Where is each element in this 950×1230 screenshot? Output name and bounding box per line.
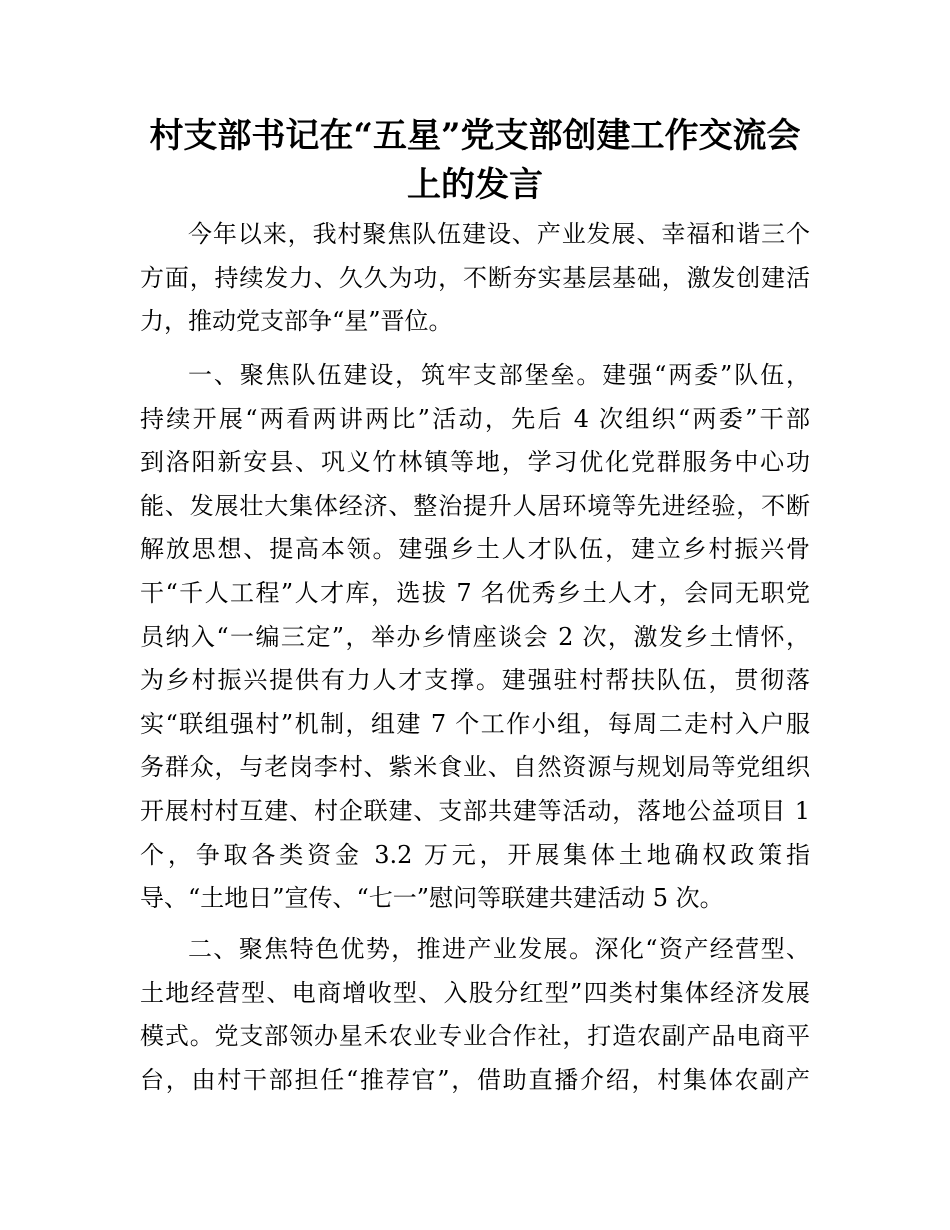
paragraph-team-building	[140, 354, 810, 921]
paragraph-line: 到洛阳新安县、巩义竹林镇等地，学习优化党群服务中心功	[140, 448, 810, 477]
paragraph-line: 务群众，与老岗李村、紫米食业、自然资源与规划局等党组织	[140, 753, 810, 782]
paragraph-line: 能、发展壮大集体经济、整治提升人居环境等先进经验，不断	[140, 491, 810, 520]
paragraph-line: 员纳入“一编三定”，举办乡情座谈会 2 次，激发乡土情怀，	[140, 622, 810, 651]
document-title-line-1: 村支部书记在“五星”党支部创建工作交流会	[149, 116, 801, 156]
paragraph-line: 模式。党支部领办星禾农业专业合作社，打造农副产品电商平	[140, 1022, 810, 1051]
paragraph-line: 一、聚焦队伍建设，筑牢支部堡垒。建强“两委”队伍，	[188, 361, 810, 389]
paragraph-line: 二、聚焦特色优势，推进产业发展。深化“资产经营型、	[188, 935, 810, 963]
paragraph-line: 实“联组强村”机制，组建 7 个工作小组，每周二走村入户服	[140, 709, 810, 738]
paragraph-line: 个，争取各类资金 3.2 万元，开展集体土地确权政策指	[140, 840, 810, 869]
paragraph-line: 导、“土地日”宣传、“七一”慰问等联建共建活动 5 次。	[140, 884, 724, 913]
paragraph-line: 为乡村振兴提供有力人才支撑。建强驻村帮扶队伍，贯彻落	[140, 666, 810, 695]
paragraph-intro	[140, 213, 810, 344]
paragraph-line: 今年以来，我村聚焦队伍建设、产业发展、幸福和谐三个	[188, 220, 810, 248]
paragraph-line: 干“千人工程”人才库，选拔 7 名优秀乡土人才，会同无职党	[140, 578, 810, 607]
paragraph-industry-development	[140, 928, 810, 1102]
paragraph-line: 持续开展“两看两讲两比”活动，先后 4 次组织“两委”干部	[140, 404, 810, 433]
paragraph-line: 台，由村干部担任“推荐官”，借助直播介绍，村集体农副产	[140, 1065, 810, 1094]
document-title-line-2: 上的发言	[407, 165, 543, 205]
paragraph-line: 开展村村互建、村企联建、支部共建等活动，落地公益项目 1	[140, 796, 810, 825]
paragraph-line: 力，推动党支部争“星”晋位。	[140, 307, 453, 336]
paragraph-line: 解放思想、提高本领。建强乡土人才队伍，建立乡村振兴骨	[140, 535, 810, 564]
paragraph-line: 土地经营型、电商增收型、入股分红型”四类村集体经济发展	[140, 978, 810, 1007]
paragraph-line: 方面，持续发力、久久为功，不断夯实基层基础，激发创建活	[140, 263, 810, 292]
